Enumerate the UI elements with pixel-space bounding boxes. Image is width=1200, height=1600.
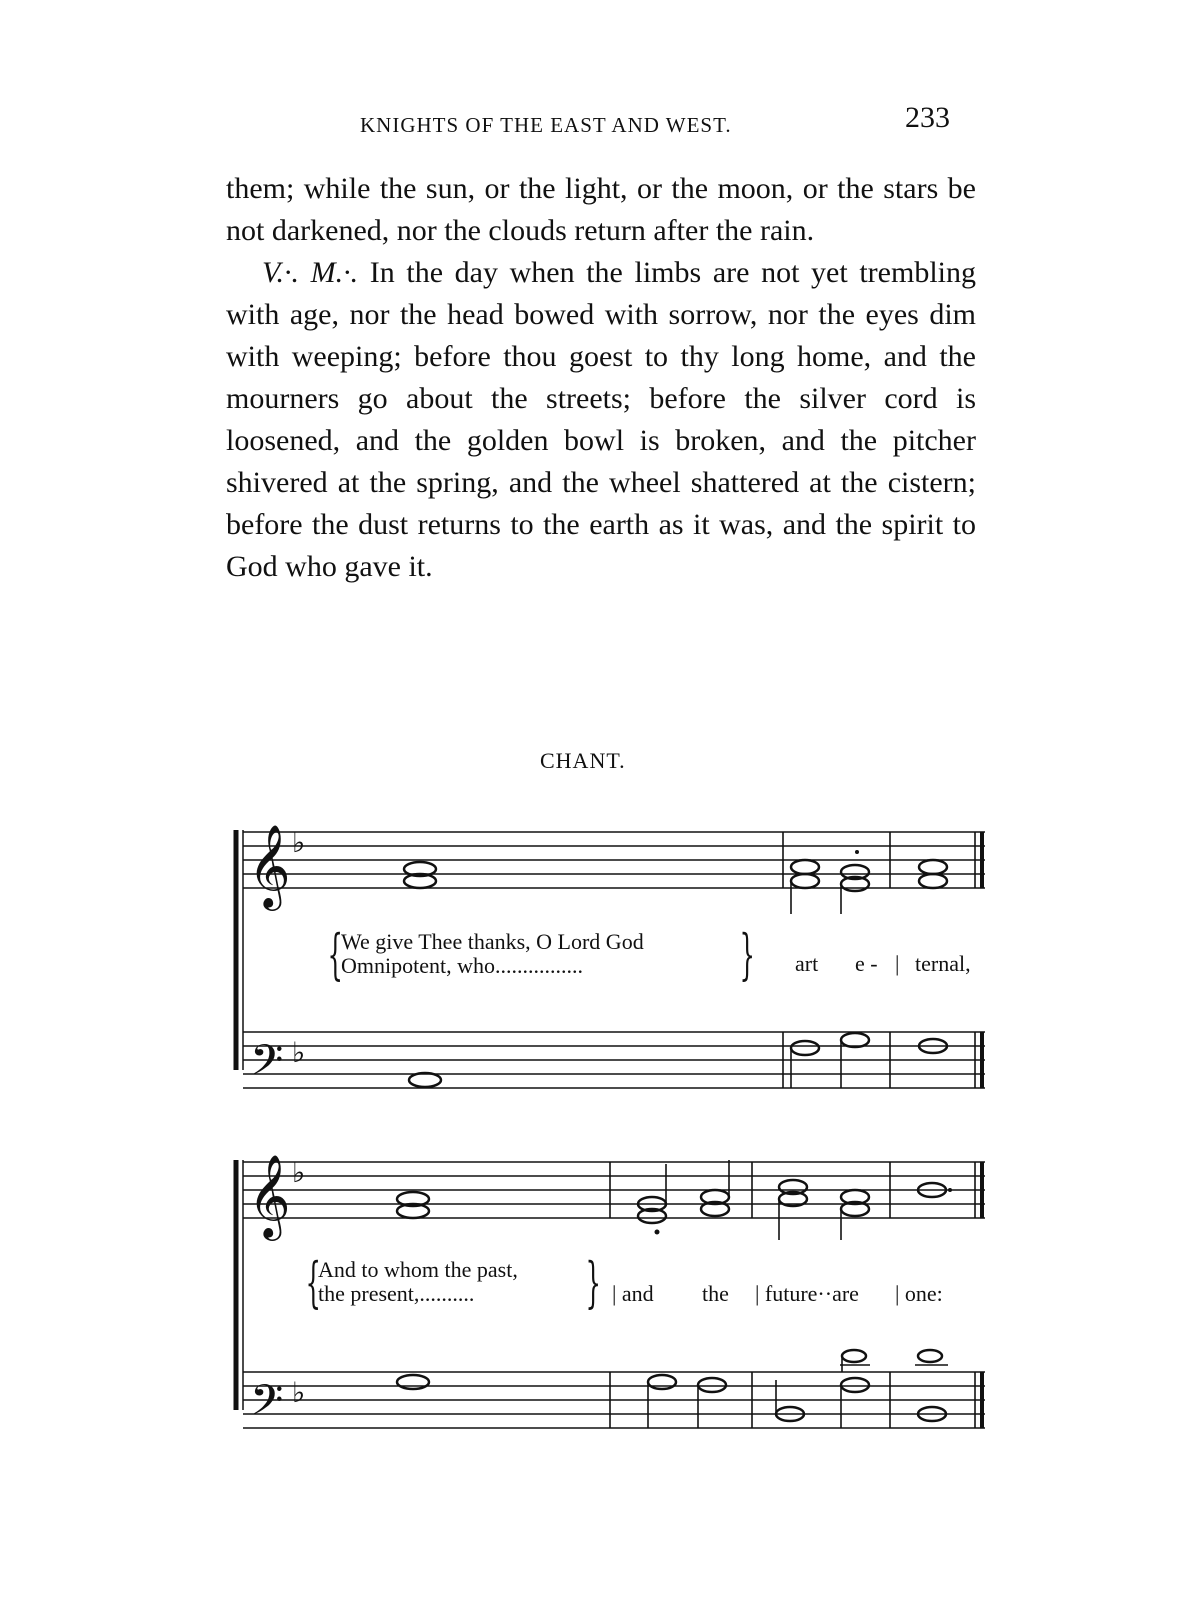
speaker-label: V.·. M.·.: [262, 256, 359, 289]
lyric-the: the: [702, 1281, 729, 1306]
lyric-future-are: | future··are: [755, 1281, 859, 1306]
brace-right-2: }: [585, 1251, 601, 1314]
paragraph-1: them; while the sun, or the light, or the moon, or the stars be not darkened, nor the clouds return after the rain.: [226, 172, 976, 247]
svg-text:♭: ♭: [292, 1376, 306, 1409]
lyric-and: | and: [612, 1281, 654, 1306]
svg-text:♭: ♭: [292, 1036, 306, 1069]
lyric-art: art: [795, 951, 819, 976]
svg-text:𝄢: 𝄢: [250, 1036, 284, 1096]
lyric-e: e -: [855, 951, 878, 976]
lyric-ternal: ternal,: [915, 951, 971, 976]
svg-text:♭: ♭: [292, 826, 306, 859]
chant-title: CHANT.: [540, 748, 626, 773]
lyric-bar: |: [895, 951, 900, 976]
lyric-one: | one:: [895, 1281, 943, 1306]
recite-line-2b: the present,..........: [318, 1281, 475, 1306]
page-number: 233: [905, 101, 950, 134]
running-head: KNIGHTS OF THE EAST AND WEST.: [360, 113, 732, 137]
svg-text:𝄢: 𝄢: [250, 1376, 284, 1436]
svg-text:♭: ♭: [292, 1156, 306, 1189]
recite-line-1b: Omnipotent, who................: [341, 953, 583, 978]
svg-text:𝄞: 𝄞: [248, 1153, 291, 1237]
recite-line-1a: We give Thee thanks, O Lord God: [341, 929, 644, 954]
brace-left-1: {: [327, 923, 343, 986]
paragraph-2-text: In the day when the limbs are not yet trembling with age, nor the head bowed with sorrow, nor the eyes dim with weeping; before thou goest to thy long home, and the mourners go about the streets; before the silver cord is loosened, and the golden bowl is broken, and the pitcher shivered at the spring, and the wheel shattered at the cistern; before the dust returns to the earth as it was, and the spirit to God who gave it.: [226, 256, 976, 583]
recite-line-2a: And to whom the past,: [318, 1257, 518, 1282]
brace-right-1: }: [739, 923, 755, 986]
brace-left-2: {: [305, 1251, 321, 1314]
svg-text:𝄞: 𝄞: [248, 823, 291, 907]
